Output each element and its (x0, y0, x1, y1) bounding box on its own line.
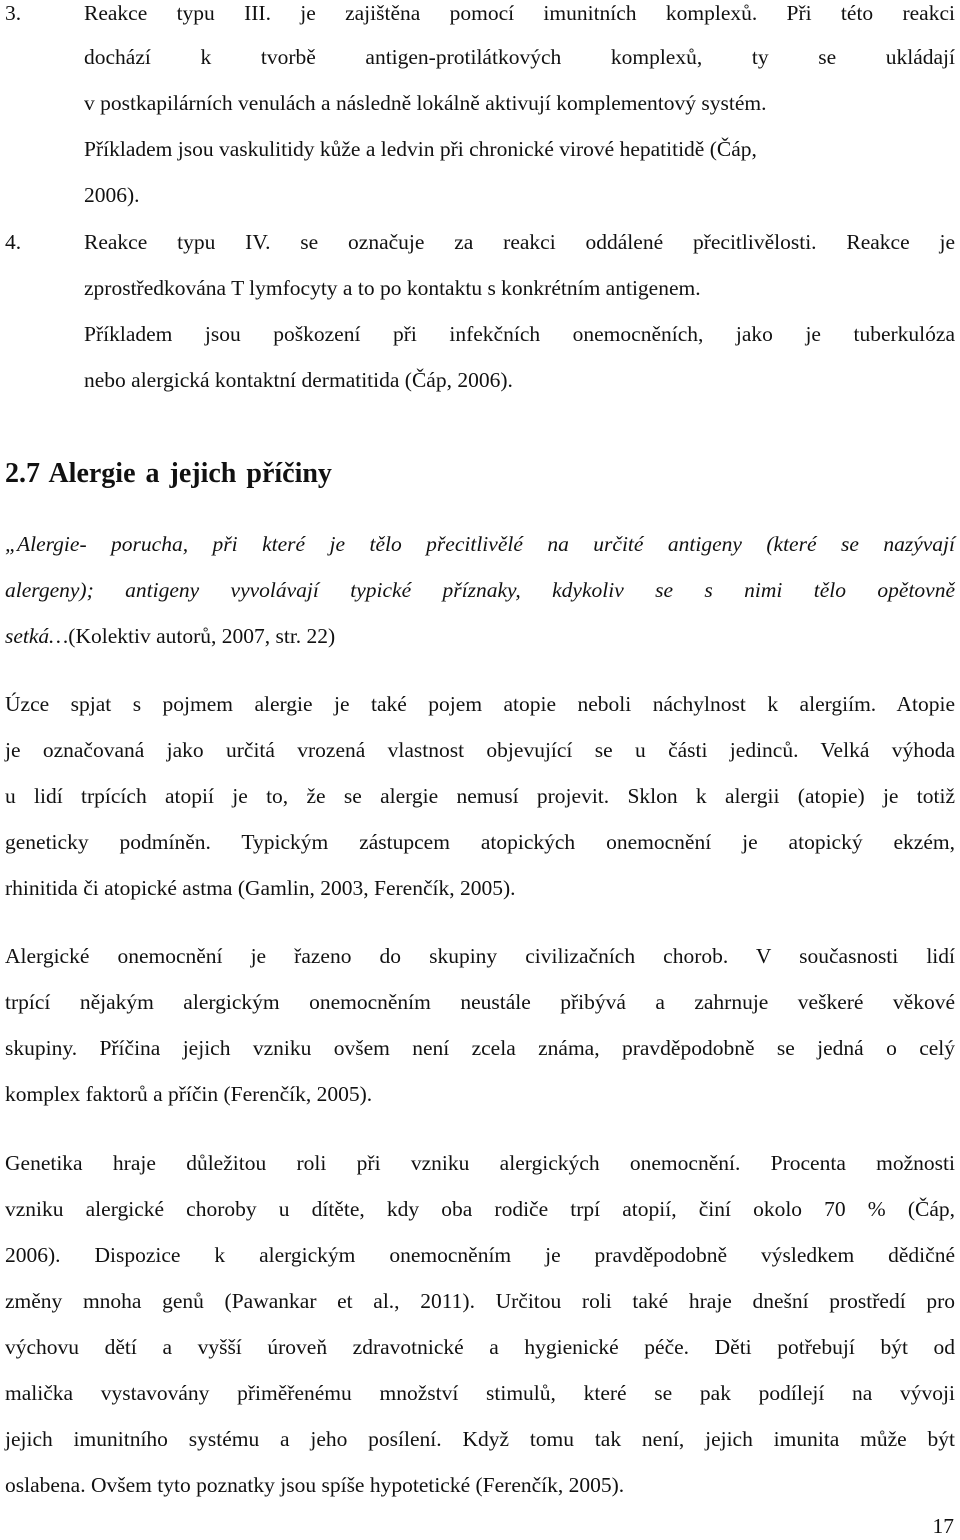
paragraph-1-line-5: rhinitida či atopické astma (Gamlin, 2003, Ferenčík, 2005). (5, 876, 516, 900)
list-item-3-line-5: 2006). (84, 183, 140, 207)
paragraph-2-line-1: Alergické onemocnění je řazeno do skupiny civilizačních chorob. V současnosti lidí (5, 944, 955, 968)
list-item-3-line-3: v postkapilárních venulách a následně lokálně aktivují komplementový systém. (84, 91, 767, 115)
page-number: 17 (932, 1514, 954, 1538)
list-item-3-line-1 (5, 0, 955, 29)
list-item-4-number: 4. (5, 230, 22, 254)
quote-ending: setká… (5, 624, 69, 648)
paragraph-3-line-2: vzniku alergické choroby u dítěte, kdy oba rodiče trpí atopií, činí okolo 70 % (Čáp, (5, 1197, 955, 1221)
list-item-4-line-2: zprostředkována T lymfocyty a to po kontaktu s konkrétním antigenem. (84, 276, 701, 300)
paragraph-1-line-2: je označovaná jako určitá vrozená vlastnost objevující se u části jedinců. Velká výhoda (5, 738, 955, 762)
paragraph-3-line-7: jejich imunitního systému a jeho posílení. Když tomu tak není, jejich imunita může být (5, 1427, 955, 1451)
paragraph-3-line-4: změny mnoha genů (Pawankar et al., 2011). Určitou roli také hraje dnešní prostředí pro (5, 1289, 955, 1313)
quote-line-1: „Alergie- porucha, při které je tělo přecitlivělé na určité antigeny (které se nazývají (5, 532, 955, 556)
list-item-3-number: 3. (5, 1, 22, 25)
list-item-3-line-4: Příkladem jsou vaskulitidy kůže a ledvin při chronické virové hepatitidě (Čáp, (84, 137, 757, 161)
paragraph-2-line-3: skupiny. Příčina jejich vzniku ovšem není zcela známa, pravděpodobně se jedná o celý (5, 1036, 955, 1060)
list-item-4-line-1 (5, 226, 955, 258)
paragraph-2-line-2: trpící nějakým alergickým onemocněním neustále přibývá a zahrnuje veškeré věkové (5, 990, 955, 1014)
quote-line-3 (5, 620, 955, 652)
paragraph-1-line-3: u lidí trpících atopií je to, že se alergie nemusí projevit. Sklon k alergii (atopie) je totiž (5, 784, 955, 808)
quote-line-2: alergeny); antigeny vyvolávají typické příznaky, kdykoliv se s nimi tělo opětovně (5, 578, 955, 602)
paragraph-2-line-4: komplex faktorů a příčin (Ferenčík, 2005). (5, 1082, 373, 1106)
paragraph-3-line-3: 2006). Dispozice k alergickým onemocněním je pravděpodobně výsledkem dědičné (5, 1243, 955, 1267)
paragraph-3-line-5: výchovu dětí a vyšší úroveň zdravotnické a hygienické péče. Děti potřebují být od (5, 1335, 955, 1359)
list-item-4-text: Reakce typu IV. se označuje za reakci oddálené přecitlivělosti. Reakce je (84, 230, 955, 254)
section-heading: 2.7 Alergie a jejich příčiny (5, 458, 332, 489)
paragraph-3-line-1: Genetika hraje důležitou roli při vzniku alergických onemocnění. Procenta možnosti (5, 1151, 955, 1175)
paragraph-1-line-1: Úzce spjat s pojmem alergie je také pojem atopie neboli náchylnost k alergiím. Atopie (5, 692, 955, 716)
list-item-4-line-3: Příkladem jsou poškození při infekčních onemocněních, jako je tuberkulóza (84, 322, 955, 346)
quote-citation: (Kolektiv autorů, 2007, str. 22) (68, 624, 336, 648)
list-item-3-text: Reakce typu III. je zajištěna pomocí imunitních komplexů. Při této reakci (84, 1, 955, 25)
paragraph-3-line-6: malička vystavovány přiměřenému množství stimulů, které se pak podílejí na vývoji (5, 1381, 955, 1405)
list-item-3-line-2: dochází k tvorbě antigen-protilátkových komplexů, ty se ukládají (84, 45, 955, 69)
paragraph-3-line-8: oslabena. Ovšem tyto poznatky jsou spíše hypotetické (Ferenčík, 2005). (5, 1473, 625, 1497)
paragraph-1-line-4: geneticky podmíněn. Typickým zástupcem atopických onemocnění je atopický ekzém, (5, 830, 955, 854)
list-item-4-line-4: nebo alergická kontaktní dermatitida (Čáp, 2006). (84, 368, 513, 392)
